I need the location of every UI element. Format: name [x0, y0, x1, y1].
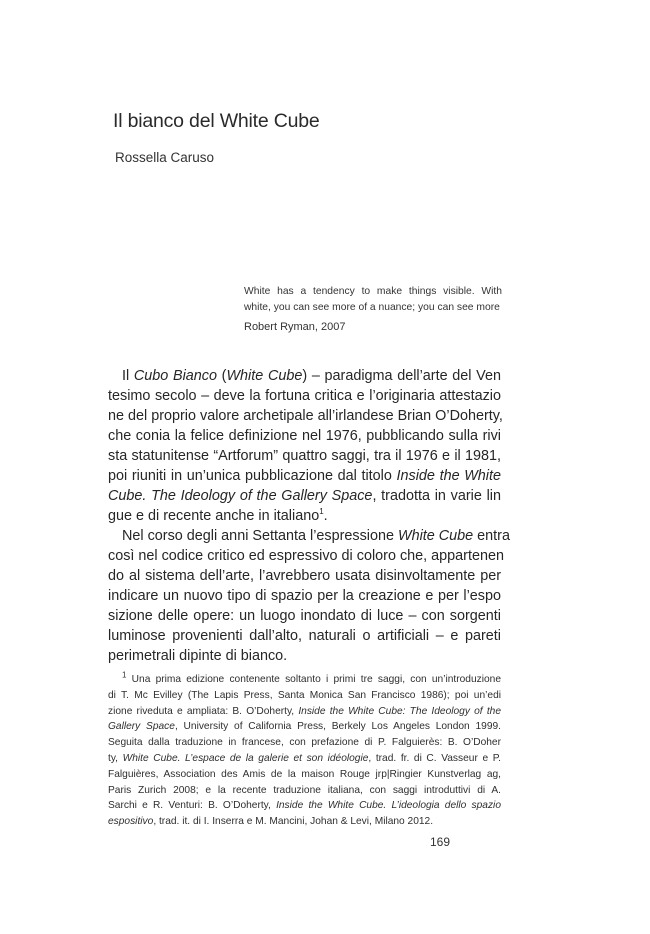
footnote-line: espositivo, trad. it. di I. Inserra e M. Mancini, Johan & Levi, Milano 2012.	[108, 816, 434, 828]
footnote-line: Paris Zurich 2008; e la recente traduzione italiana, con saggi introduttivi di A.	[108, 784, 501, 796]
footnote-line: zione riveduta e ampliata: B. O’Doherty, Inside the White Cube: The Ideology of the	[108, 705, 501, 717]
footnote	[108, 672, 501, 830]
paragraph-1-line: poi riuniti in un’unica pubblicazione dal titolo Inside the White	[108, 468, 502, 484]
footnote-line: Gallery Space, University of California Press, Berkely Los Angeles London 1999.	[108, 721, 501, 733]
paragraph-2-line: indicare un nuovo tipo di spazio per la creazione e per l’espo	[108, 588, 501, 604]
paragraph-2-line: do al sistema dell’arte, l’avrebbero usata disinvoltamente per	[108, 568, 501, 584]
footnote-line: Sarchi e R. Venturi: B. O’Doherty, Inside the White Cube. L’ideologia dello spazio	[108, 800, 501, 812]
footnote-line: di T. Mc Evilley (The Lapis Press, Santa Monica San Francisco 1986); poi un’edi	[108, 689, 501, 701]
footnote-line: Falguières, Association des Amis de la maison Rouge jrp|Ringier Kunstverlag ag,	[108, 768, 501, 780]
body-text	[108, 366, 510, 666]
epigraph-line: White has a tendency to make things visible. With	[244, 286, 502, 297]
footnote-ref[interactable]: 1	[319, 507, 324, 517]
paragraph-1-line: tesimo secolo – deve la fortuna critica e l’originaria attestazio	[108, 388, 501, 404]
author-name: Rossella Caruso	[115, 150, 215, 165]
paragraph-1-line: Cube. The Ideology of the Gallery Space, tradotta in varie lin	[108, 488, 501, 504]
paragraph-1-line: sta statunitense “Artforum” quattro saggi, tra il 1976 e il 1981,	[108, 448, 501, 464]
paragraph-2-line: Nel corso degli anni Settanta l’espressione White Cube entra	[122, 528, 510, 544]
paragraph-1-line: che conia la felice definizione nel 1976, pubblicando sulla rivi	[108, 428, 501, 444]
paragraph-2-line: sizione delle opere: un luogo inondato di luce – con sorgenti	[108, 608, 501, 624]
epigraph-line: white, you can see more of a nuance; you can see more	[244, 302, 500, 313]
paragraph-2-line: luminose provenienti dall’alto, naturali o artificiali – e pareti	[108, 628, 501, 644]
epigraph-source: Robert Ryman, 2007	[244, 321, 346, 333]
paragraph-1-line: ne del proprio valore archetipale all’irlandese Brian O’Doherty,	[108, 408, 503, 424]
footnote-number: 1	[122, 670, 127, 680]
footnote-line: $^1$ Una prima edizione contenente soltanto i primi tre saggi, con un’introduzione	[122, 670, 501, 685]
epigraph	[244, 284, 502, 335]
page-number: 169	[430, 835, 451, 849]
footnote-line: ty, White Cube. L’espace de la galerie et son idéologie, trad. fr. di C. Vasseur e P.	[108, 752, 502, 764]
paragraph-1-line: gue e di recente anche in italiano$^1$.	[108, 507, 328, 524]
paragraph-2-line: così nel codice critico ed espressivo di coloro che, appartenen	[108, 548, 504, 564]
chapter-title: Il bianco del White Cube	[113, 110, 320, 132]
footnote-line: Seguita dalla traduzione in francese, con prefazione di P. Falguierès: B. O’Doher	[108, 737, 501, 749]
paragraph-1-line: Il Cubo Bianco (White Cube) – paradigma dell’arte del Ven	[122, 368, 501, 384]
paragraph-2-line: perimetrali dipinte di bianco.	[108, 648, 288, 664]
